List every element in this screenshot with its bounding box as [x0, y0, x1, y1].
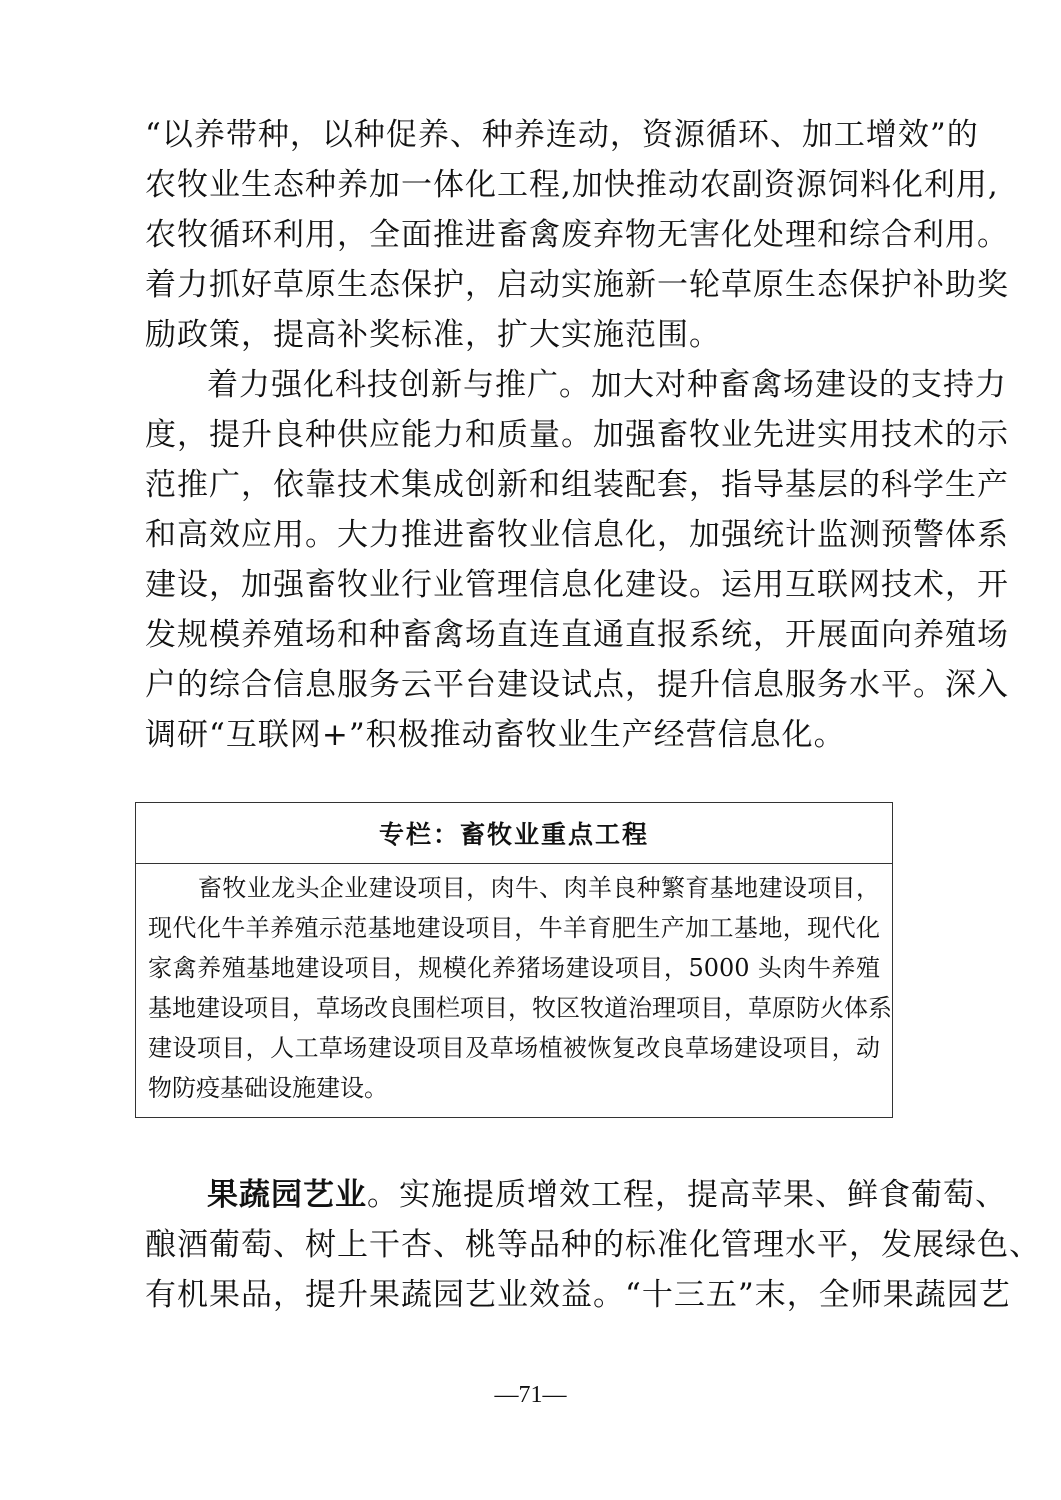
column-box-line: 现代化牛羊养殖示范基地建设项目，牛羊育肥生产加工基地，现代化 [148, 914, 880, 942]
paragraph-line: 有机果品，提升果蔬园艺业效益。“十三五”末，全师果蔬园艺 [145, 1277, 1011, 1313]
paragraph-line: 酿酒葡萄、树上干杏、桃等品种的标准化管理水平，发展绿色、 [145, 1227, 1041, 1263]
paragraph-line: 范推广，依靠技术集成创新和组装配套，指导基层的科学生产 [145, 467, 1009, 503]
paragraph-line: 发规模养殖场和种畜禽场直连直通直报系统，开展面向养殖场 [145, 617, 1009, 653]
paragraph-line: 着力抓好草原生态保护，启动实施新一轮草原生态保护补助奖 [145, 267, 1009, 303]
paragraph-line: 调研“互联网+”积极推动畜牧业生产经营信息化。 [145, 717, 846, 753]
section-lead-heading: 果蔬园艺业 [207, 1177, 367, 1213]
paragraph-line: 和高效应用。大力推进畜牧业信息化，加强统计监测预警体系 [145, 517, 1009, 553]
column-box-line: 基地建设项目，草场改良围栏项目，牧区牧道治理项目，草原防火体系 [148, 994, 892, 1022]
paragraph-line [207, 1173, 1007, 1217]
paragraph-line: 着力强化科技创新与推广。加大对种畜禽场建设的支持力 [207, 367, 1007, 403]
paragraph-line: 励政策，提高补奖标准，扩大实施范围。 [145, 317, 721, 353]
paragraph-line: 农牧循环利用，全面推进畜禽废弃物无害化处理和综合利用。 [145, 217, 1009, 253]
paragraph-line: “以养带种，以种促养、种养连动，资源循环、加工增效”的 [145, 117, 979, 153]
paragraph-line: 建设，加强畜牧业行业管理信息化建设。运用互联网技术，开 [145, 567, 1009, 603]
column-box-line: 建设项目，人工草场建设项目及草场植被恢复改良草场建设项目，动 [148, 1034, 880, 1062]
paragraph-line: 农牧业生态种养加一体化工程,加快推动农副资源饲料化利用, [145, 167, 999, 203]
paragraph-line-text: 。实施提质增效工程，提高苹果、鲜食葡萄、 [367, 1177, 1007, 1213]
column-box-line: 物防疫基础设施建设。 [148, 1074, 388, 1102]
paragraph-line: 度，提升良种供应能力和质量。加强畜牧业先进实用技术的示 [145, 417, 1009, 453]
page-number: —71— [494, 1382, 567, 1408]
paragraph-line: 户的综合信息服务云平台建设试点，提升信息服务水平。深入 [145, 667, 1009, 703]
column-box-line: 畜牧业龙头企业建设项目，肉牛、肉羊良种繁育基地建设项目， [198, 874, 880, 902]
column-box-line: 家禽养殖基地建设项目，规模化养猪场建设项目，5000 头肉牛养殖 [148, 954, 880, 982]
column-box-header [136, 803, 892, 864]
column-box [135, 802, 893, 1118]
column-box-title: 专栏：畜牧业重点工程 [378, 820, 649, 849]
